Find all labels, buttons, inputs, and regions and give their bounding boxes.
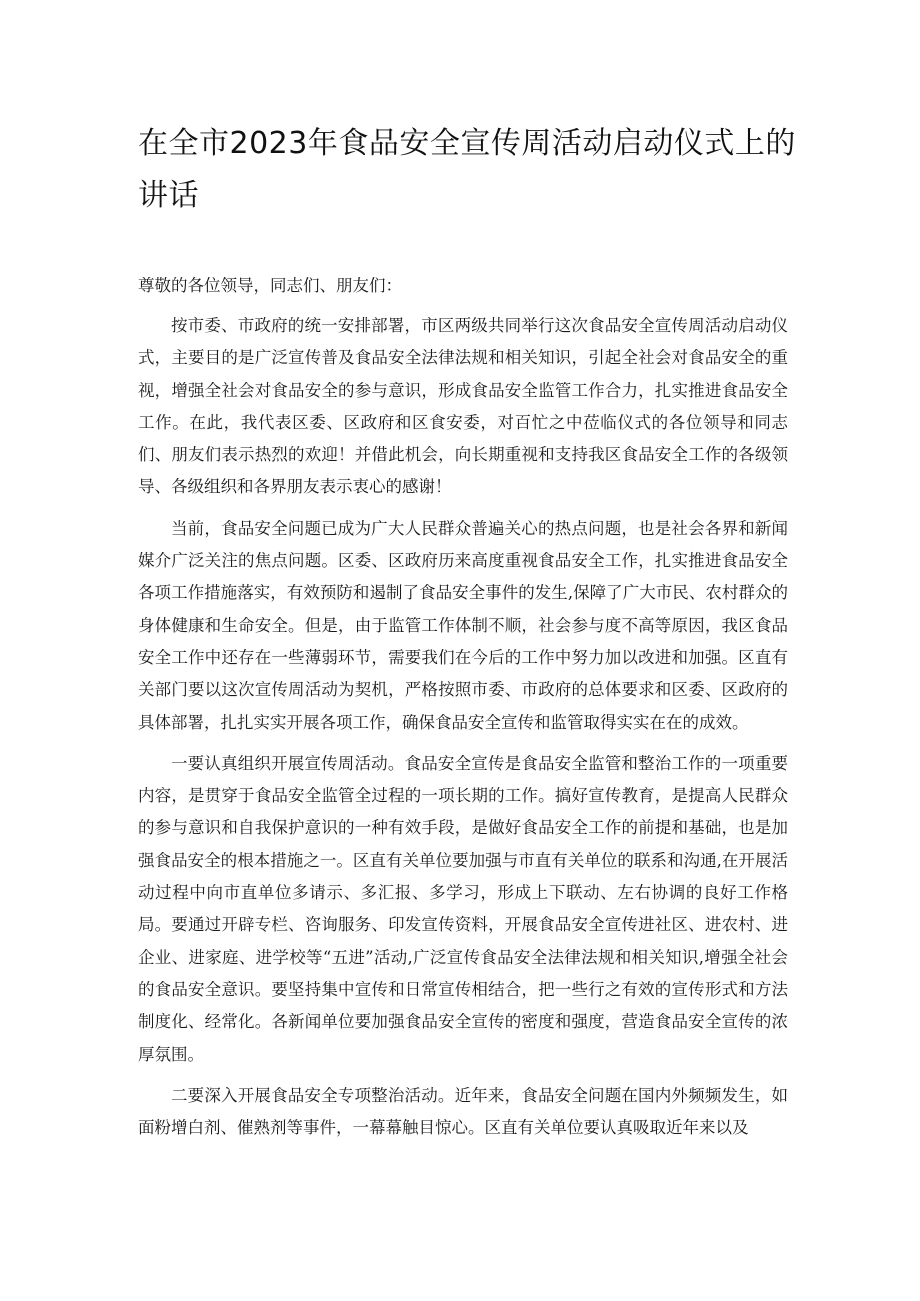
salutation: 尊敬的各位领导，同志们、朋友们： [138, 276, 402, 295]
document-body [138, 270, 788, 1153]
paragraph: 二要深入开展食品安全专项整治活动。近年来，食品安全问题在国内外频频发生，如面粉增白剂、催熟剂等事件，一幕幕触目惊心。区直有关单位要认真吸取近年来以及 [138, 1085, 788, 1138]
document-title: 在全市2023年食品安全宣传周活动启动仪式上的讲话 [138, 126, 796, 213]
paragraph: 按市委、市政府的统一安排部署，市区两级共同举行这次食品安全宣传周活动启动仪式，主要目的是广泛宣传普及食品安全法律法规和相关知识，引起全社会对食品安全的重视，增强全社会对食品安全的参与意识，形成食品安全监管工作合力，扎实推进食品安全工作。在此，我代表区委、区政府和区食安委，对百忙之中莅临仪式的各位领导和同志们、朋友们表示热烈的欢迎！并借此机会，向长期重视和支持我区食品安全工作的各级领导、各级组织和各界朋友表示衷心的感谢！ [138, 316, 788, 497]
paragraph: 当前，食品安全问题已成为广大人民群众普遍关心的热点问题，也是社会各界和新闻媒介广泛关注的焦点问题。区委、区政府历来高度重视食品安全工作，扎实推进食品安全各项工作措施落实，有效预防和遏制了食品安全事件的发生,保障了广大市民、农村群众的身体健康和生命安全。但是，由于监管工作体制不顺，社会参与度不高等原因，我区食品安全工作中还存在一些薄弱环节，需要我们在今后的工作中努力加以改进和加强。区直有关部门要以这次宣传周活动为契机，严格按照市委、市政府的总体要求和区委、区政府的具体部署，扎扎实实开展各项工作，确保食品安全宣传和监管取得实实在在的成效。 [138, 518, 788, 732]
paragraph: 一要认真组织开展宣传周活动。食品安全宣传是食品安全监管和整治工作的一项重要内容，是贯穿于食品安全监管全过程的一项长期的工作。搞好宣传教育，是提高人民群众的参与意识和自我保护意识的一种有效手段，是做好食品安全工作的前提和基础，也是加强食品安全的根本措施之一。区直有关单位要加强与市直有关单位的联系和沟通,在开展活动过程中向市直单位多请示、多汇报、多学习，形成上下联动、左右协调的良好工作格局。要通过开辟专栏、咨询服务、印发宣传资料，开展食品安全宣传进社区、进农村、进企业、进家庭、进学校等“五进”活动,广泛宣传食品安全法律法规和相关知识,增强全社会的食品安全意识。要坚持集中宣传和日常宣传相结合，把一些行之有效的宣传形式和方法制度化、经常化。各新闻单位要加强食品安全宣传的密度和强度，营造食品安全宣传的浓厚氛围。 [138, 753, 788, 1064]
